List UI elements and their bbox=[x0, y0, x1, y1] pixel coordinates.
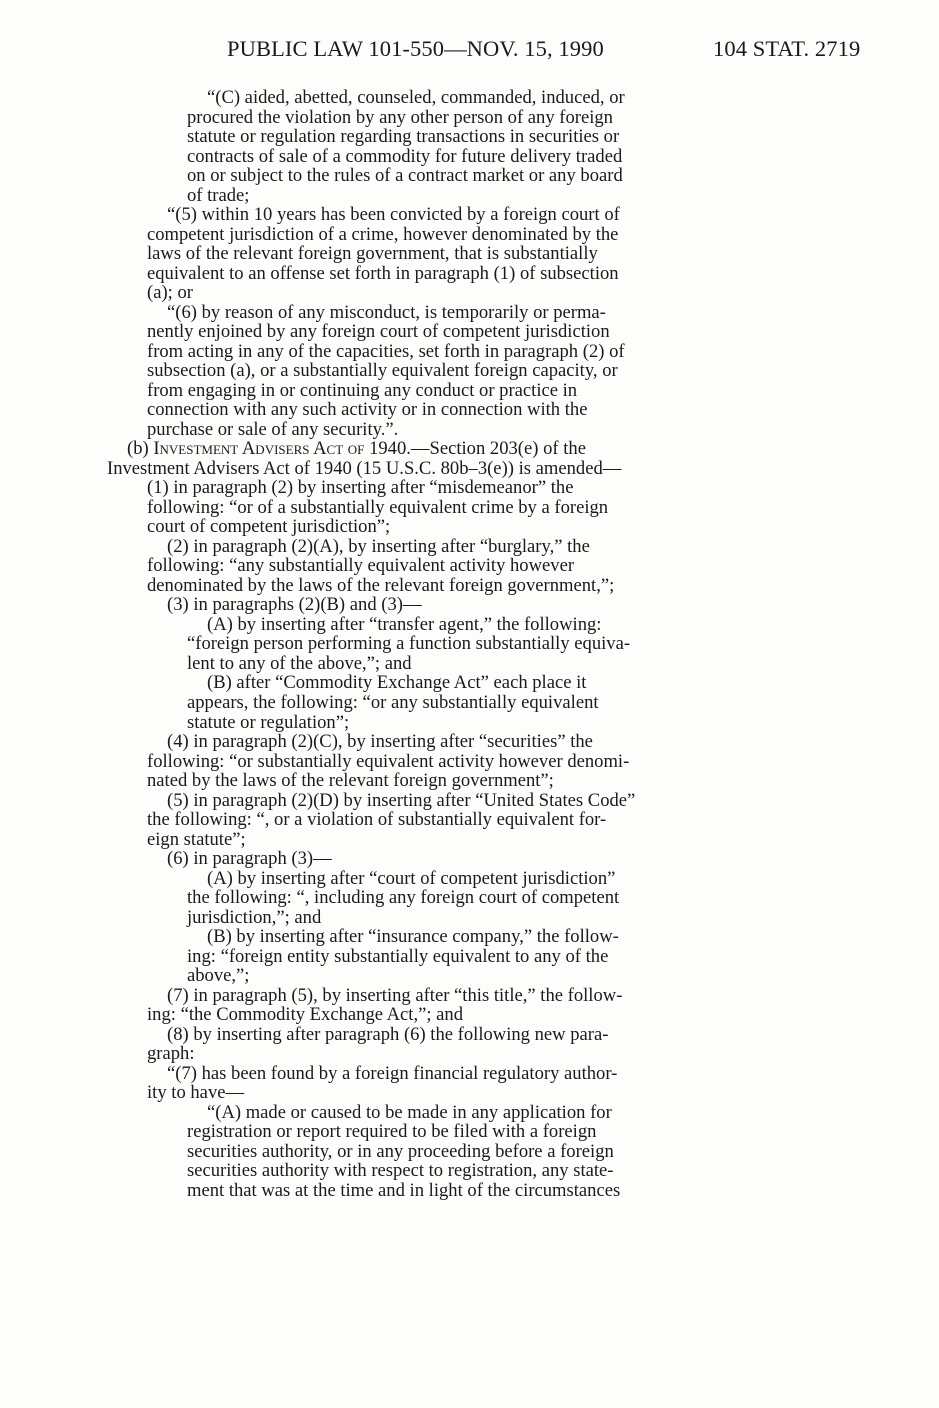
line-text: following: “or of a substantially equivalent crime by a foreign bbox=[147, 496, 609, 518]
line-text: nated by the laws of the relevant foreign government”; bbox=[147, 770, 554, 792]
body-line bbox=[107, 342, 730, 362]
subsection-prefix: (b) bbox=[127, 438, 154, 460]
line-text: the following: “, including any foreign court of competent bbox=[187, 887, 620, 909]
line-text: subsection (a), or a substantially equivalent foreign capacity, or bbox=[147, 360, 618, 382]
line-text: (B) by inserting after “insurance company,” the follow- bbox=[207, 926, 619, 948]
body-line bbox=[107, 459, 730, 479]
line-text: (8) by inserting after paragraph (6) the following new para- bbox=[167, 1023, 609, 1045]
body-line bbox=[107, 498, 730, 518]
line-text: “(7) has been found by a foreign financial regulatory author- bbox=[167, 1062, 618, 1084]
body-text bbox=[107, 88, 730, 1200]
line-text: securities authority, or in any proceeding before a foreign bbox=[187, 1140, 614, 1162]
body-line bbox=[107, 966, 730, 986]
line-text: from engaging in or continuing any conduct or practice in bbox=[147, 379, 578, 401]
body-line bbox=[107, 166, 730, 186]
line-text: from acting in any of the capacities, set forth in paragraph (2) of bbox=[147, 340, 625, 362]
body-line bbox=[107, 732, 730, 752]
line-text: competent jurisdiction of a crime, however denominated by the bbox=[147, 223, 619, 245]
line-text: (A) by inserting after “transfer agent,” the following: bbox=[207, 613, 602, 635]
line-text: denominated by the laws of the relevant foreign government,”; bbox=[147, 574, 615, 596]
line-text: jurisdiction,”; and bbox=[187, 906, 322, 928]
line-text: (6) in paragraph (3)— bbox=[167, 848, 332, 870]
body-line bbox=[107, 908, 730, 928]
body-line bbox=[107, 713, 730, 733]
line-text: (a); or bbox=[147, 282, 193, 304]
body-line bbox=[107, 1122, 730, 1142]
body-line bbox=[107, 1083, 730, 1103]
line-text: ity to have— bbox=[147, 1082, 245, 1104]
body-line bbox=[107, 810, 730, 830]
body-line bbox=[107, 147, 730, 167]
body-line bbox=[107, 927, 730, 947]
line-text: “(5) within 10 years has been convicted by a foreign court of bbox=[167, 204, 620, 226]
line-text: court of competent jurisdiction”; bbox=[147, 516, 391, 538]
body-line bbox=[107, 88, 730, 108]
subsection-heading: Investment Advisers Act of bbox=[153, 438, 365, 460]
line-text: the following: “, or a violation of substantially equivalent for- bbox=[147, 809, 607, 831]
line-text: 1940.—Section 203(e) of the bbox=[364, 438, 586, 460]
body-line bbox=[107, 1005, 730, 1025]
body-line bbox=[107, 1181, 730, 1201]
line-text: following: “any substantially equivalent activity however bbox=[147, 555, 575, 577]
body-line bbox=[107, 264, 730, 284]
line-text: (B) after “Commodity Exchange Act” each place it bbox=[207, 672, 587, 694]
line-text: connection with any such activity or in connection with the bbox=[147, 399, 588, 421]
body-line bbox=[107, 869, 730, 889]
body-line bbox=[107, 576, 730, 596]
line-text: (A) by inserting after “court of competent jurisdiction” bbox=[207, 867, 616, 889]
body-line bbox=[107, 127, 730, 147]
body-line bbox=[107, 615, 730, 635]
line-text: registration or report required to be filed with a foreign bbox=[187, 1121, 597, 1143]
body-line bbox=[107, 595, 730, 615]
line-text: (7) in paragraph (5), by inserting after “this title,” the follow- bbox=[167, 984, 623, 1006]
line-text: contracts of sale of a commodity for future delivery traded bbox=[187, 145, 623, 167]
line-text: (3) in paragraphs (2)(B) and (3)— bbox=[167, 594, 422, 616]
body-line bbox=[107, 654, 730, 674]
line-text: above,”; bbox=[187, 965, 250, 987]
body-line bbox=[107, 244, 730, 264]
body-line bbox=[107, 1064, 730, 1084]
header-title: PUBLIC LAW 101-550—NOV. 15, 1990 bbox=[227, 36, 604, 61]
body-line bbox=[107, 205, 730, 225]
body-line bbox=[107, 752, 730, 772]
line-text: eign statute”; bbox=[147, 828, 246, 850]
body-line bbox=[107, 673, 730, 693]
line-text: “(C) aided, abetted, counseled, commanded, induced, or bbox=[207, 87, 625, 108]
line-text: (1) in paragraph (2) by inserting after “misdemeanor” the bbox=[147, 477, 574, 499]
line-text: following: “or substantially equivalent activity however denomi- bbox=[147, 750, 630, 772]
line-text: ment that was at the time and in light of the circumstances bbox=[187, 1179, 621, 1201]
line-text: purchase or sale of any security.”. bbox=[147, 418, 399, 440]
line-text: statute or regulation regarding transactions in securities or bbox=[187, 126, 620, 148]
page-header bbox=[0, 36, 939, 66]
body-line bbox=[107, 947, 730, 967]
body-line bbox=[107, 108, 730, 128]
body-line bbox=[107, 1142, 730, 1162]
line-text: lent to any of the above,”; and bbox=[187, 652, 412, 674]
body-line bbox=[107, 693, 730, 713]
body-line bbox=[107, 439, 730, 459]
line-text: “(6) by reason of any misconduct, is temporarily or perma- bbox=[167, 301, 606, 323]
body-line bbox=[107, 381, 730, 401]
line-text: graph: bbox=[147, 1043, 195, 1065]
body-line bbox=[107, 1161, 730, 1181]
line-text: ing: “foreign entity substantially equivalent to any of the bbox=[187, 945, 609, 967]
body-line bbox=[107, 1044, 730, 1064]
body-line bbox=[107, 186, 730, 206]
body-line bbox=[107, 1103, 730, 1123]
body-line bbox=[107, 849, 730, 869]
body-line bbox=[107, 322, 730, 342]
line-text: (4) in paragraph (2)(C), by inserting after “securities” the bbox=[167, 731, 593, 753]
line-text: laws of the relevant foreign government, that is substantially bbox=[147, 243, 598, 265]
body-line bbox=[107, 303, 730, 323]
body-line bbox=[107, 771, 730, 791]
body-line bbox=[107, 537, 730, 557]
line-text: (2) in paragraph (2)(A), by inserting after “burglary,” the bbox=[167, 535, 590, 557]
line-text: “(A) made or caused to be made in any application for bbox=[207, 1101, 612, 1123]
line-text: (5) in paragraph (2)(D) by inserting after “United States Code” bbox=[167, 789, 636, 811]
header-stat-page: 104 STAT. 2719 bbox=[713, 36, 861, 61]
line-text: on or subject to the rules of a contract market or any board bbox=[187, 165, 623, 187]
body-line bbox=[107, 420, 730, 440]
body-line bbox=[107, 830, 730, 850]
body-line bbox=[107, 556, 730, 576]
line-text: nently enjoined by any foreign court of competent jurisdiction bbox=[147, 321, 610, 343]
line-text: procured the violation by any other person of any foreign bbox=[187, 106, 613, 128]
body-line bbox=[107, 361, 730, 381]
body-line bbox=[107, 634, 730, 654]
body-line bbox=[107, 478, 730, 498]
body-line bbox=[107, 517, 730, 537]
line-text: appears, the following: “or any substantially equivalent bbox=[187, 691, 599, 713]
body-line bbox=[107, 225, 730, 245]
body-line bbox=[107, 888, 730, 908]
body-line bbox=[107, 1025, 730, 1045]
body-line bbox=[107, 791, 730, 811]
line-text: “foreign person performing a function substantially equiva- bbox=[187, 633, 631, 655]
line-text: securities authority with respect to registration, any state- bbox=[187, 1160, 614, 1182]
line-text: of trade; bbox=[187, 184, 250, 206]
body-line bbox=[107, 986, 730, 1006]
line-text: ing: “the Commodity Exchange Act,”; and bbox=[147, 1004, 464, 1026]
line-text: statute or regulation”; bbox=[187, 711, 350, 733]
line-text: equivalent to an offense set forth in paragraph (1) of subsection bbox=[147, 262, 619, 284]
body-line bbox=[107, 400, 730, 420]
line-text: Investment Advisers Act of 1940 (15 U.S.C. 80b–3(e)) is amended— bbox=[107, 457, 622, 479]
body-line bbox=[107, 283, 730, 303]
